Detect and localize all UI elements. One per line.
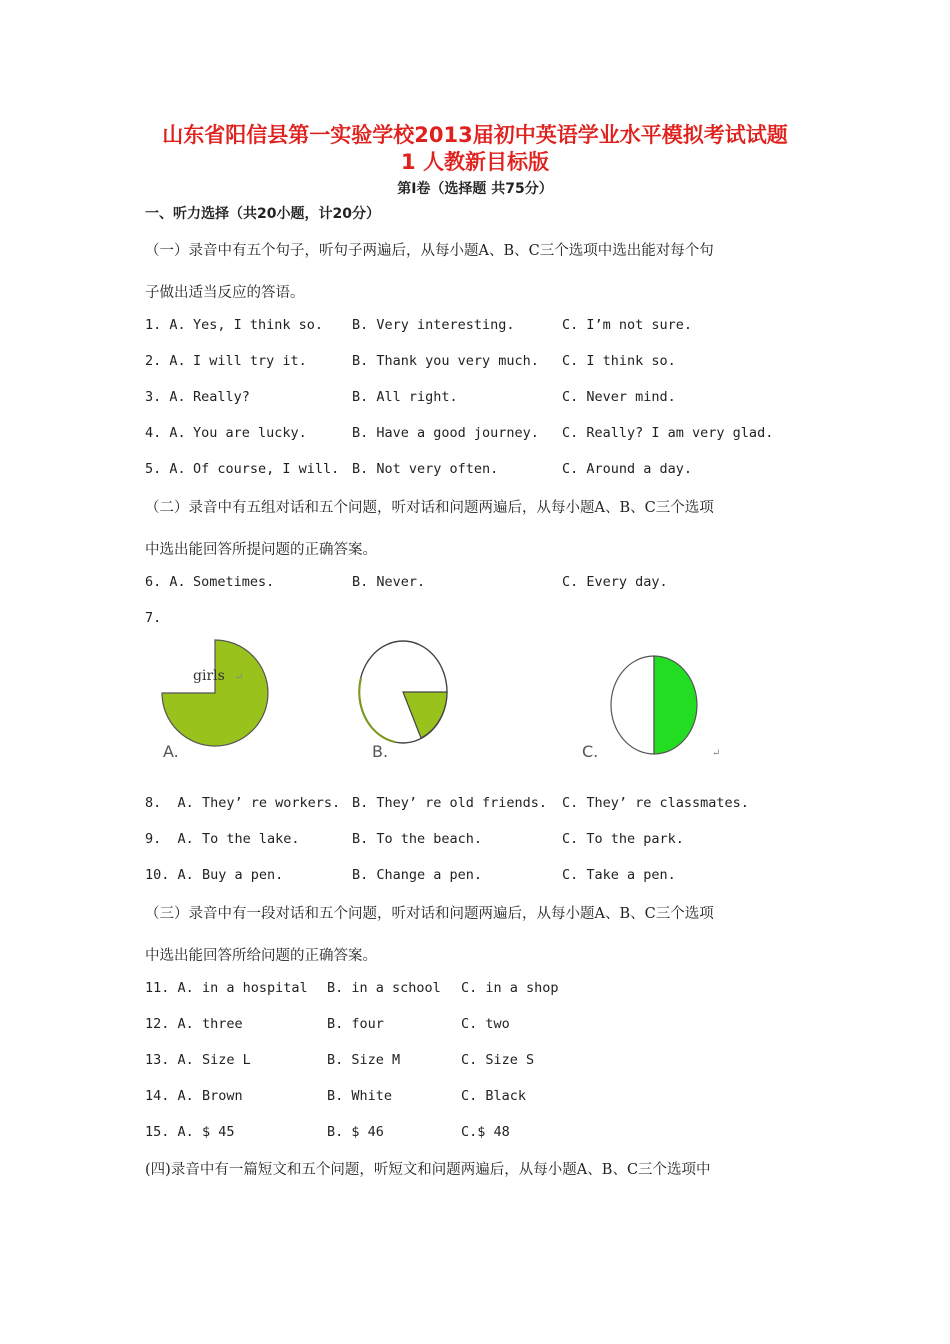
part1-instructions-line1: （一）录音中有五个句子，听句子两遍后，从每小题A、B、C三个选项中选出能对每个句 bbox=[145, 243, 714, 259]
option-b: B. To the beach. bbox=[352, 831, 483, 847]
section-heading: 一、听力选择（共20小题，计20分） bbox=[145, 206, 380, 222]
option-c: C. Every day. bbox=[562, 574, 668, 590]
part3-instructions-line1: （三）录音中有一段对话和五个问题，听对话和问题两遍后，从每小题A、B、C三个选项 bbox=[145, 906, 714, 922]
option-a: They’ re workers. bbox=[202, 795, 341, 811]
option-a: I will try it. bbox=[193, 353, 307, 369]
option-b: B. $ 46 bbox=[327, 1124, 384, 1140]
option-b: B. They’ re old friends. bbox=[352, 795, 548, 811]
option-c: C. Really? I am very glad. bbox=[562, 425, 774, 441]
question-7-number: 7. bbox=[145, 610, 162, 626]
question-number: 2. A. bbox=[145, 353, 186, 369]
paper-subtitle: 第I卷（选择题 共75分） bbox=[397, 181, 553, 197]
option-c: C. I’m not sure. bbox=[562, 317, 693, 333]
option-a: in a hospital bbox=[202, 980, 308, 996]
option-c: C. I think so. bbox=[562, 353, 676, 369]
question-number: 14. A. bbox=[145, 1088, 194, 1104]
question-number: 6. A. bbox=[145, 574, 186, 590]
option-c: C. Size S bbox=[461, 1052, 535, 1068]
pie-chart-c bbox=[607, 652, 707, 762]
option-b: B. Change a pen. bbox=[352, 867, 483, 883]
option-a: Of course, I will. bbox=[193, 461, 340, 477]
pie-a-label: A. bbox=[163, 742, 179, 761]
option-c: C. To the park. bbox=[562, 831, 684, 847]
option-a: Really? bbox=[193, 389, 250, 405]
question-number: 11. A. bbox=[145, 980, 194, 996]
option-a: three bbox=[202, 1016, 243, 1032]
question-number: 12. A. bbox=[145, 1016, 194, 1032]
option-b: B. Size M bbox=[327, 1052, 401, 1068]
option-c: C. Never mind. bbox=[562, 389, 676, 405]
option-c: C.$ 48 bbox=[461, 1124, 510, 1140]
option-c: C. They’ re classmates. bbox=[562, 795, 749, 811]
question-number: 9. A. bbox=[145, 831, 194, 847]
option-c: C. two bbox=[461, 1016, 510, 1032]
option-c: C. Take a pen. bbox=[562, 867, 676, 883]
part2-instructions-line2: 中选出能回答所提问题的正确答案。 bbox=[145, 542, 377, 558]
option-a: Size L bbox=[202, 1052, 251, 1068]
part4-instructions-line1: (四)录音中有一篇短文和五个问题，听短文和问题两遍后，从每小题A、B、C三个选项中 bbox=[145, 1162, 711, 1178]
option-a: $ 45 bbox=[202, 1124, 235, 1140]
option-a: Yes, I think so. bbox=[193, 317, 324, 333]
option-b: B. four bbox=[327, 1016, 384, 1032]
return-mark: ↵ bbox=[712, 748, 721, 759]
option-b: B. Have a good journey. bbox=[352, 425, 539, 441]
option-b: B. in a school bbox=[327, 980, 441, 996]
question-number: 13. A. bbox=[145, 1052, 194, 1068]
pie-c-label: C. bbox=[582, 742, 599, 761]
document-title-line2: 1 人教新目标版 bbox=[401, 150, 549, 174]
svg-text:↵: ↵ bbox=[235, 672, 244, 683]
question-number: 15. A. bbox=[145, 1124, 194, 1140]
option-a: You are lucky. bbox=[193, 425, 307, 441]
option-b: B. White bbox=[327, 1088, 393, 1104]
question-number: 1. A. bbox=[145, 317, 186, 333]
option-a: Brown bbox=[202, 1088, 243, 1104]
question-number: 4. A. bbox=[145, 425, 186, 441]
pie-c-slice-green bbox=[654, 656, 697, 754]
option-a: Sometimes. bbox=[193, 574, 275, 590]
option-c: C. Around a day. bbox=[562, 461, 693, 477]
option-b: B. Very interesting. bbox=[352, 317, 515, 333]
question-number: 3. A. bbox=[145, 389, 186, 405]
document-title-line1: 山东省阳信县第一实验学校2013届初中英语学业水平模拟考试试题 bbox=[162, 123, 788, 147]
part2-instructions-line1: （二）录音中有五组对话和五个问题，听对话和问题两遍后，从每小题A、B、C三个选项 bbox=[145, 500, 714, 516]
option-c: C. Black bbox=[461, 1088, 527, 1104]
part1-instructions-line2: 子做出适当反应的答语。 bbox=[145, 285, 305, 301]
pie-c-slice-white bbox=[611, 656, 654, 754]
option-b: B. Not very often. bbox=[352, 461, 499, 477]
option-a: Buy a pen. bbox=[202, 867, 284, 883]
option-c: C. in a shop bbox=[461, 980, 559, 996]
pie-b-label: B. bbox=[372, 742, 389, 761]
question-number: 5. A. bbox=[145, 461, 186, 477]
pie-a-slice-girls bbox=[162, 640, 268, 746]
pie-chart-b bbox=[355, 638, 455, 748]
option-a: To the lake. bbox=[202, 831, 300, 847]
pie-a-girls-label: girls bbox=[193, 668, 225, 684]
pie-chart-a bbox=[160, 638, 270, 758]
question-number: 8. A. bbox=[145, 795, 194, 811]
part3-instructions-line2: 中选出能回答所给问题的正确答案。 bbox=[145, 948, 377, 964]
option-b: B. Never. bbox=[352, 574, 426, 590]
option-b: B. Thank you very much. bbox=[352, 353, 539, 369]
question-number: 10. A. bbox=[145, 867, 194, 883]
option-b: B. All right. bbox=[352, 389, 458, 405]
